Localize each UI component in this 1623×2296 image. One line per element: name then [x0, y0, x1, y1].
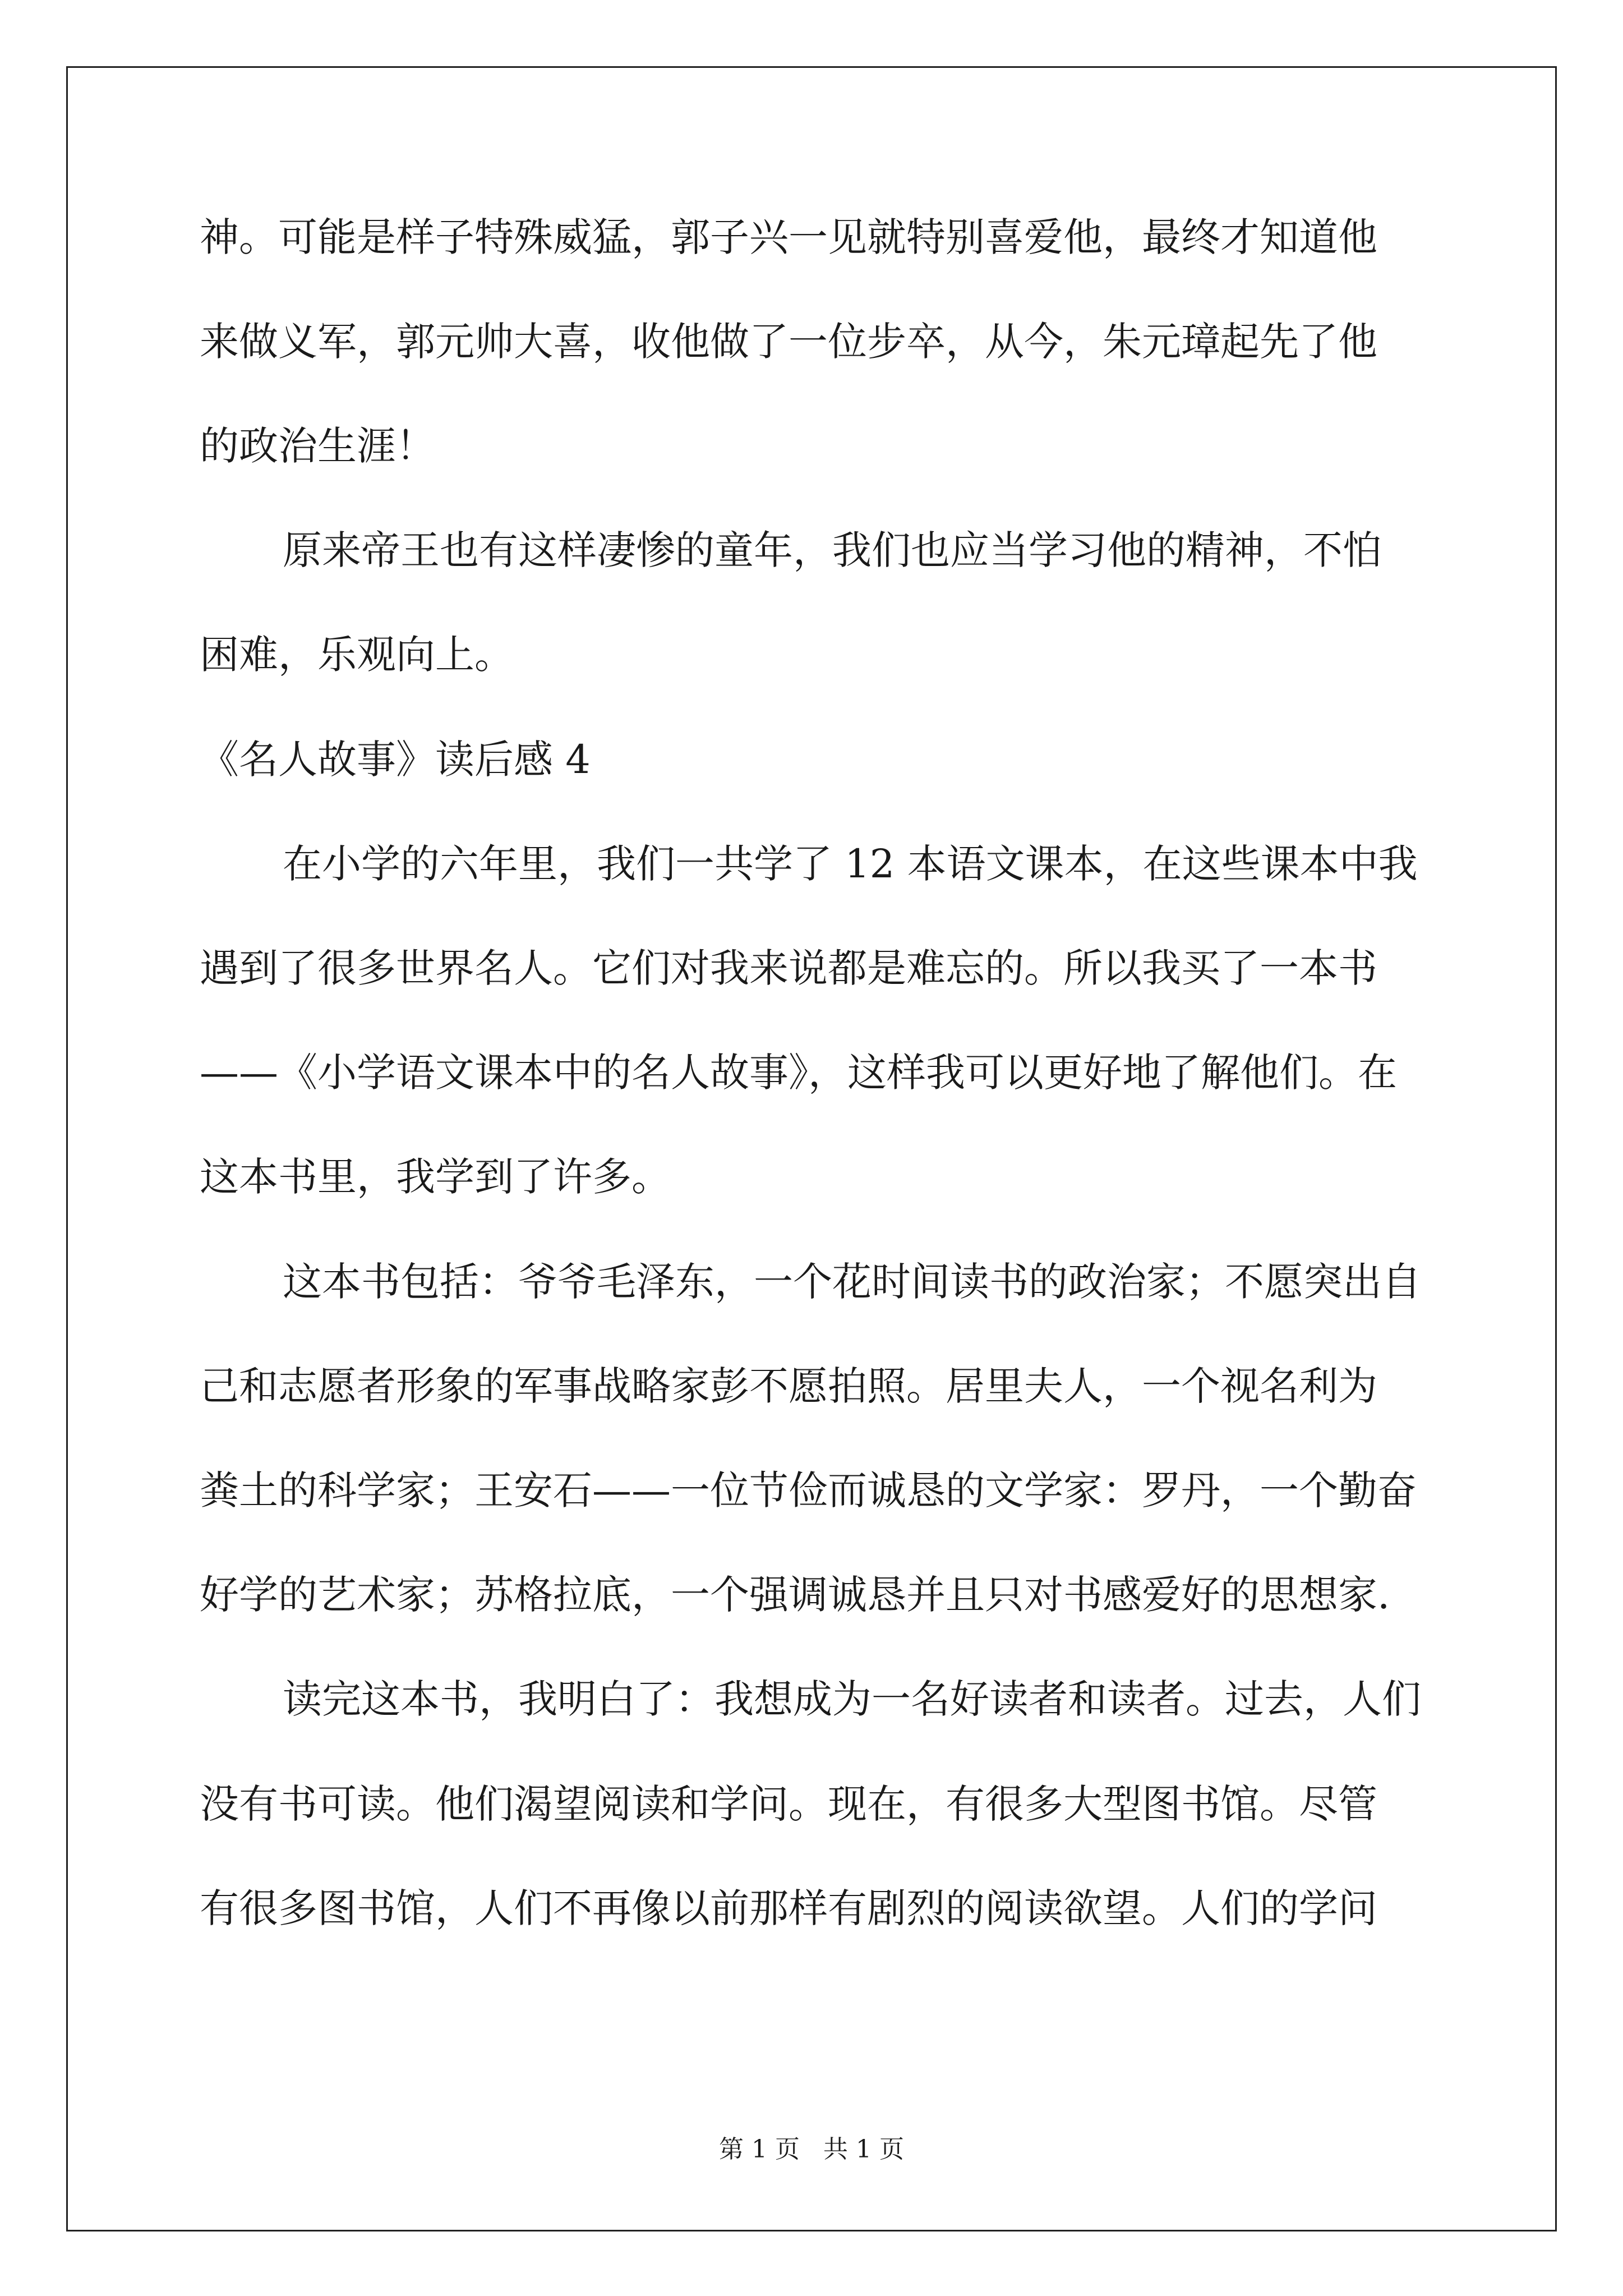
paragraph-start-line: 读完这本书，我明白了：我想成为一名好读者和读者。过去，人们 — [283, 1676, 1421, 1722]
section-title: 《名人故事》读后感 4 — [200, 737, 591, 783]
paragraph-start-line: 这本书包括：爷爷毛泽东，一个花时间读书的政治家；不愿突出自 — [283, 1259, 1421, 1305]
text-line: 困难，乐观向上。 — [200, 632, 514, 678]
text-line: 遇到了很多世界名人。它们对我来说都是难忘的。所以我买了一本书 — [200, 945, 1377, 991]
text-line: 没有书可读。他们渴望阅读和学问。现在，有很多大型图书馆。尽管 — [200, 1781, 1377, 1827]
paragraph-start-line: 原来帝王也有这样凄惨的童年，我们也应当学习他的精神，不怕 — [283, 527, 1382, 573]
text-line: 粪土的科学家；王安石——一位节俭而诚恳的文学家：罗丹，一个勤奋 — [200, 1467, 1417, 1513]
text-line: 己和志愿者形象的军事战略家彭不愿拍照。居里夫人，一个视名利为 — [200, 1363, 1377, 1409]
text-line: 这本书里，我学到了许多。 — [200, 1154, 671, 1200]
text-line: ——《小学语文课本中的名人故事》，这样我可以更好地了解他们。在 — [200, 1050, 1397, 1096]
text-line: 有很多图书馆，人们不再像以前那样有剧烈的阅读欲望。人们的学问 — [200, 1885, 1377, 1931]
text-line: 来做义军，郭元帅大喜，收他做了一位步卒，从今，朱元璋起先了他 — [200, 319, 1377, 365]
text-line: 的政治生涯！ — [200, 423, 435, 469]
text-line: 神。可能是样子特殊威猛，郭子兴一见就特别喜爱他，最终才知道他 — [200, 214, 1377, 260]
paragraph-start-line: 在小学的六年里，我们一共学了 12 本语文课本，在这些课本中我 — [283, 841, 1418, 887]
page-number-footer: 第 1 页 共 1 页 — [719, 2135, 904, 2164]
text-line: 好学的艺术家；苏格拉底，一个强调诚恳并且只对书感爱好的思想家. — [200, 1572, 1390, 1618]
